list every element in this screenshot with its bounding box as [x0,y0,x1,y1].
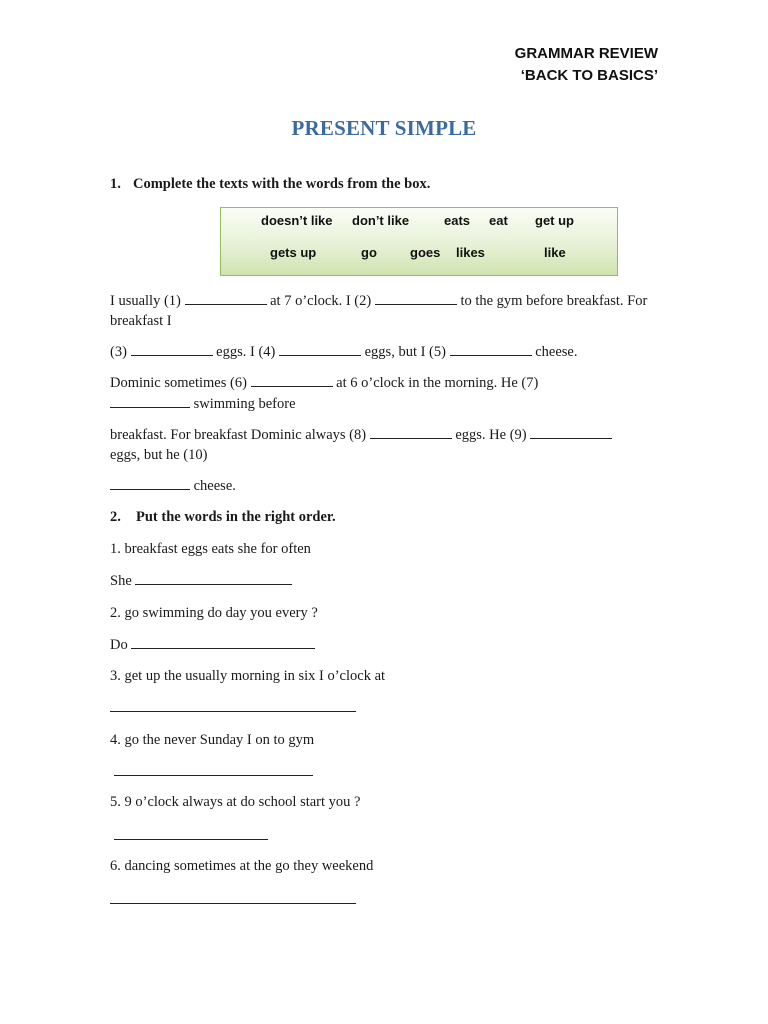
paragraph-text: (3) [110,344,131,360]
paragraph-text: at 7 o’clock. I (2) [266,293,375,309]
page-title: PRESENT SIMPLE [291,116,477,140]
blank-3[interactable] [131,341,213,356]
section-1-heading [110,176,430,193]
header-line-2: ‘BACK TO BASICS’ [520,67,658,84]
paragraph-text: eggs, but I (5) [361,344,450,360]
paragraph-text: breakfast. For breakfast Dominic always (8) [110,427,370,443]
section-2-number: 2. [110,509,121,525]
answer-blank-5[interactable] [114,825,268,840]
blank-5[interactable] [450,341,532,356]
document-header [515,43,658,87]
question-3-prompt: 3. get up the usually morning in six I o’clock at [110,668,386,684]
question-5-prompt: 5. 9 o’clock always at do school start you ? [110,794,361,810]
paragraph-text: swimming before [190,396,296,412]
paragraph-text: eggs. I (4) [212,344,279,360]
exercise-1-paragraph-4 [110,424,658,465]
question-5-answer-line [110,825,658,846]
answer-blank-1[interactable] [135,570,292,585]
blank-1[interactable] [185,290,267,305]
word-box-item: eat [489,213,508,228]
blank-6[interactable] [251,372,333,387]
paragraph-text: at 6 o’clock in the morning. He (7) [332,375,539,391]
section-2-heading [110,509,336,526]
answer-blank-6[interactable] [110,889,356,904]
word-box [220,207,618,276]
word-box-item: doesn’t like [261,213,333,228]
question-6-answer-line [110,889,658,910]
header-line-1: GRAMMAR REVIEW [514,45,658,62]
blank-9[interactable] [530,424,612,439]
word-box-item: goes [410,245,441,260]
exercise-1-paragraph-1 [110,290,658,331]
question-1-answer-line [110,570,658,591]
blank-10[interactable] [110,475,190,490]
section-2-instruction: Put the words in the right order. [136,509,336,525]
question-6-prompt: 6. dancing sometimes at the go they weekend [110,858,374,874]
question-1-prompt: 1. breakfast eggs eats she for often [110,541,311,557]
answer-prefix: She [110,573,136,589]
paragraph-text: eggs. He (9) [451,427,531,443]
paragraph-text: eggs, but he (10) [110,447,208,463]
paragraph-text: cheese. [531,344,578,360]
question-2-answer-line [110,634,658,655]
exercise-1-paragraph-5 [110,475,658,496]
paragraph-text: cheese. [190,478,236,494]
question-4-answer-line [110,761,658,782]
section-1-number: 1. [110,176,121,192]
answer-blank-2[interactable] [131,634,315,649]
word-box-item: gets up [270,245,317,260]
paragraph-text: Dominic sometimes (6) [110,375,251,391]
blank-2[interactable] [375,290,457,305]
word-box-item: eats [444,213,471,228]
blank-4[interactable] [279,341,361,356]
exercise-1-paragraph-3 [110,372,658,414]
word-box-item: don’t like [352,213,410,228]
word-box-item: like [544,245,566,260]
exercise-1-paragraph-2 [110,341,658,362]
question-2-prompt: 2. go swimming do day you every ? [110,605,318,621]
answer-blank-4[interactable] [114,761,313,776]
paragraph-text: to the gym before breakfast. For breakfast I [110,293,651,329]
word-box-item: go [361,245,377,260]
question-3-answer-line [110,697,658,718]
blank-7[interactable] [110,393,190,408]
section-1-instruction: Complete the texts with the words from the box. [133,176,431,192]
word-box-item: likes [456,245,485,260]
paragraph-text: I usually (1) [110,293,185,309]
word-box-item: get up [535,213,574,228]
answer-prefix: Do [110,637,132,653]
blank-8[interactable] [370,424,452,439]
question-4-prompt: 4. go the never Sunday I on to gym [110,732,315,748]
answer-blank-3[interactable] [110,697,356,712]
